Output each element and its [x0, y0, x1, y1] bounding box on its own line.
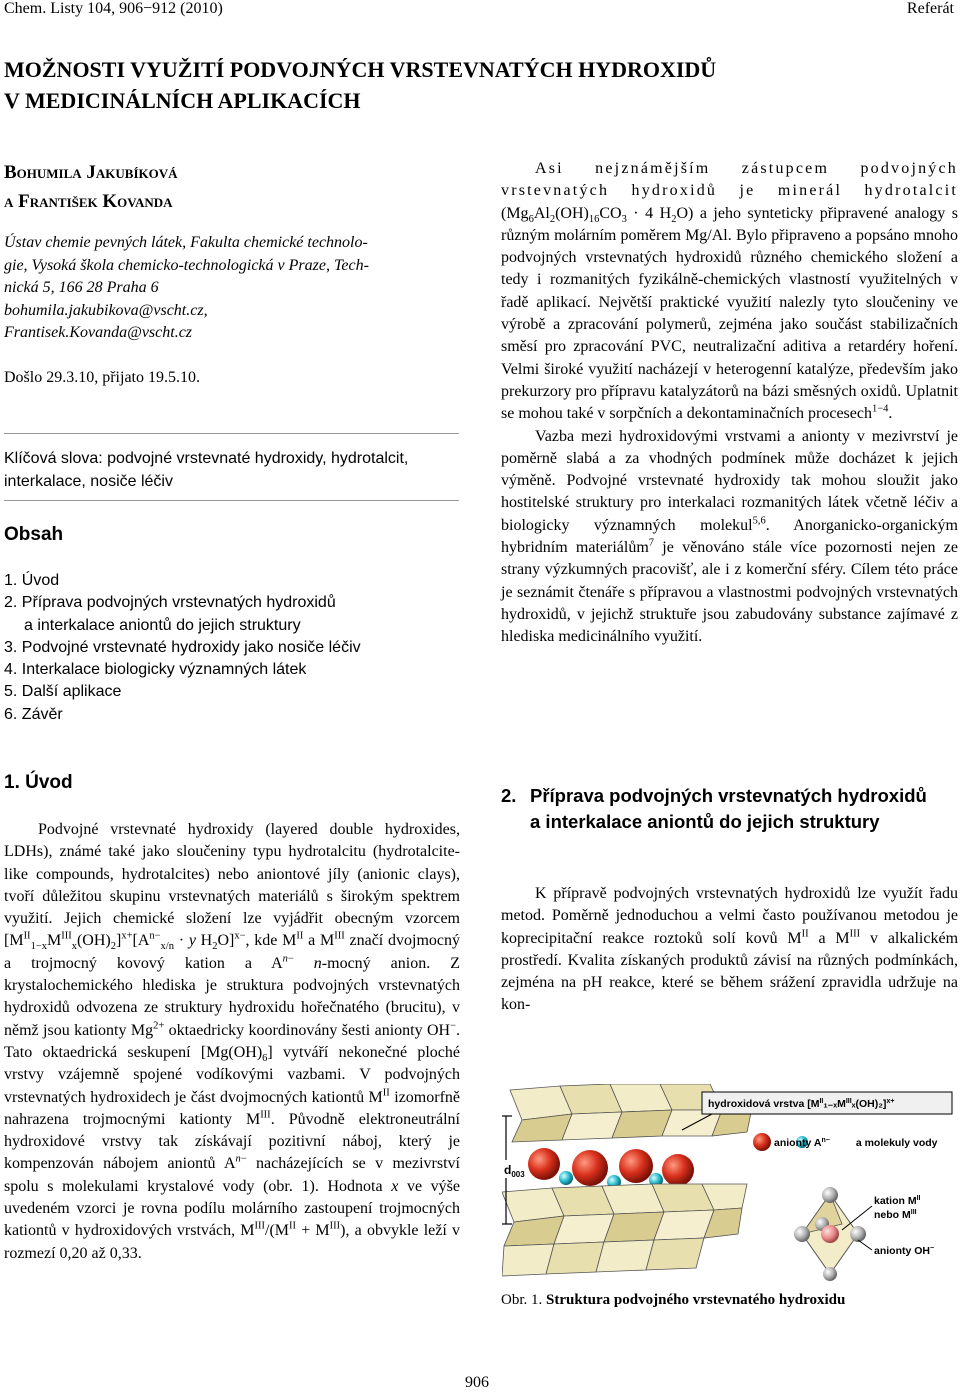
interlayer-anions-and-water — [528, 1148, 694, 1189]
toc-item[interactable]: 2. Příprava podvojných vrstevnatých hydroxidů — [4, 594, 336, 612]
email-link[interactable]: bohumila.jakubikova@vscht.cz, — [4, 301, 208, 319]
received-dates: Došlo 29.3.10, přijato 19.5.10. — [4, 369, 200, 386]
cation-label-1: kation $M^{II}$ — [874, 1195, 921, 1207]
affiliation-line: Ústav chemie pevných látek, Fakulta chemické technolo- — [4, 234, 368, 251]
affiliation-line: nická 5, 166 28 Praha 6 — [4, 279, 159, 296]
author-2: a František Kovanda — [4, 191, 173, 212]
toc-item[interactable]: 6. Závěr — [4, 705, 63, 723]
section-label: Referát — [906, 0, 954, 17]
anion-ball — [619, 1149, 653, 1183]
authors — [4, 158, 178, 216]
toc-item[interactable]: 3. Podvojné vrstevnaté hydroxidy jako nosiče léčiv — [4, 638, 361, 656]
divider — [4, 500, 459, 501]
article-title — [4, 54, 904, 116]
section1-body: Podvojné vrstevnaté hydroxidy (layered double hydroxides, LDHs), známé také jako sloučeniny typu hydrotalcitu (hydrotalcite-like compounds, hydrotalcites) nebo aniontové jíly (anionic clays), tvoří důležitou skupinu vrstevnatých materiálů s širokým spektrem využití. Jejich chemické složení lze vyjádřit obecným vzorcem $[M^{II}_{1-x}M^{III}_x(OH)_2]^{x+}[A^{n-}_{x/n} \cdot y$ $H_2O]^{x-}$, kde $M^{II}$ a $M^{III}$ značí dvojmocný a trojmocný kovový kation a $A^{n-}$ n-mocný anion. Z krystalochemického hlediska je struktura podvojných vrstevnatých hydroxidů odvozena ze struktury hydroxidu hořečnatého (brucitu), v němž jsou kationty $Mg^{2+}$ oktaedricky koordinovány šesti anionty OH−. Tato oktaedrická seskupení $[Mg(OH)_6]$ vytváří nekonečné ploché vrstvy vzájemně spojené vodíkovými vazbami. V podvojných vrstevnatých hydroxidech je část dvojmocných kationtů $M^{II}$ izomorfně nahrazena trojmocnými kationty $M^{III}$. Původně elektroneutrální hydroxidové vrstvy tak získávají pozitivní náboj, který je kompenzován nábojem aniontů $A^{n-}$ nacházejících se v mezivrství spolu s molekulami krystalové vody (obr. 1). Hodnota x ve výše uvedeném vzorci je rovna podílu molárního zastoupení trojmocných kationtů v hydroxidových vrstvách, $M^{III}/(M^{II} + M^{III})$, a obvykle leží v rozmezí 0,20 až 0,33. — [4, 821, 461, 1262]
water-ball — [559, 1171, 573, 1185]
oh-label: anionty OH− — [874, 1245, 935, 1257]
author-1: Bohumila Jakubíková — [4, 162, 178, 183]
page-number: 906 — [465, 1374, 489, 1391]
section-heading: 1. Úvod — [4, 772, 73, 793]
anion-ball — [662, 1154, 694, 1186]
caption-prefix: Obr. 1. — [501, 1292, 543, 1308]
lower-hydroxide-layer — [502, 1184, 747, 1276]
layer-label: hydroxidová vrstva $[M^{II}_{1-x}M^{III}_x(OH)_2]^{x+}$ — [708, 1098, 895, 1110]
title-line-1: MOŽNOSTI VYUŽITÍ PODVOJNÝCH VRSTEVNATÝCH HYDROXIDŮ — [4, 57, 717, 82]
toc-item[interactable]: 4. Interkalace biologicky významných látek — [4, 661, 307, 679]
figure-caption — [501, 1292, 845, 1309]
table-of-contents — [4, 570, 459, 726]
anion-ball — [572, 1150, 608, 1186]
section2-heading — [501, 783, 941, 835]
divider — [4, 433, 459, 434]
affiliation-line: gie, Vysoká škola chemicko-technologická v Praze, Tech- — [4, 256, 369, 274]
keywords: Klíčová slova: podvojné vrstevnaté hydroxidy, hydrotalcit, interkalace, nosiče léčiv — [4, 450, 409, 490]
email-link[interactable]: Frantisek.Kovanda@vscht.cz — [4, 324, 193, 341]
caption-text: Struktura podvojného vrstevnatého hydroxidu — [546, 1292, 846, 1308]
section2-title: Příprava podvojných vrstevnatých hydroxidů a interkalace aniontů do jejich struktury — [530, 785, 927, 832]
affiliation — [4, 232, 459, 345]
title-line-2: V MEDICINÁLNÍCH APLIKACÍCH — [4, 88, 361, 113]
toc-title: Obsah — [4, 524, 64, 545]
section2-number: 2. — [501, 785, 517, 806]
toc-item[interactable]: 1. Úvod — [4, 572, 60, 589]
journal-reference: Chem. Listy 104, 906−912 (2010) — [4, 0, 223, 17]
ldh-structure-figure — [502, 1084, 958, 1286]
cation-label-2: nebo $M^{III}$ — [874, 1209, 917, 1221]
right-column-intro: Asi nejznámějším zástupcem podvojných vrstevnatých hydroxidů je minerál hydrotalcit ($Mg_6Al_2(OH)_{16}CO_3 \cdot 4$ $H_2O$) a jeho synteticky připravené analogy s různým molárním poměrem Mg/Al. Bylo připraveno a popsáno mnoho podvojných vrstevnatých hydroxidů různého chemického složení a tedy i rozmanitých fyzikálně-chemických vlastností využitelných v řadě aplikací. Největší praktické využití nalezly tyto sloučeniny ve výrobě a zpracování polymerů, zejména jako součást stabilizačních směsí pro zpracování PVC, neutralizační aditiva a retardéry hoření. Velmi široké využití nacházejí v heterogenní katalýze, především jako prekurzory pro přípravu katalyzátorů na bázi směsných oxidů. Uplatnit se mohou také v sorpčních a dekontaminačních procesech$^{1-4}$. Vazba mezi hydroxidovými vrstvami a anionty v mezivrství je poměrně slabá a za vhodných podmínek může docházet k jejich výměně. Podvojné vrstevnaté hydroxidy tak mohou sloužit jako hostitelské struktury pro interkalaci rozmanitých látek včetně léčiv a biologicky významných molekul$^{5,6}$. Anorganicko-organickým hybridním materiálům$^7$ je věnováno stále více pozornosti nejen ze strany výzkumných pracovišť, ale i z komerční sféry. Cílem této práce je seznámit čtenáře s přípravou a vlastnostmi podvojných vrstevnatých hydroxidů, v jejichž struktuře jsou zabudovány substance zajímavé z hlediska medicinálního využití. — [501, 160, 958, 646]
legend-anion-ball — [753, 1133, 771, 1151]
anion-ball — [528, 1148, 560, 1180]
toc-item[interactable]: 5. Další aplikace — [4, 683, 122, 701]
section2-body: K přípravě podvojných vrstevnatých hydroxidů lze využít řadu metod. Poměrně jednoduchou a velmi často používanou metodou je koprecipitační reakce roztoků solí kovů $M^{II}$ a $M^{III}$ v alkalickém prostředí. Kvalita získaných produktů závisí na různých podmínkách, zejména na pH reakce, které se během srážení zpravidla udržuje na kon- — [501, 885, 959, 1014]
cation-legend-octahedron — [794, 1187, 866, 1281]
anions-label: anionty $A^{n-}$ a molekuly vody — [774, 1137, 938, 1149]
toc-item-continuation[interactable]: a interkalace aniontů do jejich struktury — [24, 616, 301, 634]
svg-text:d003: $d_{003}$ — [504, 1163, 525, 1179]
